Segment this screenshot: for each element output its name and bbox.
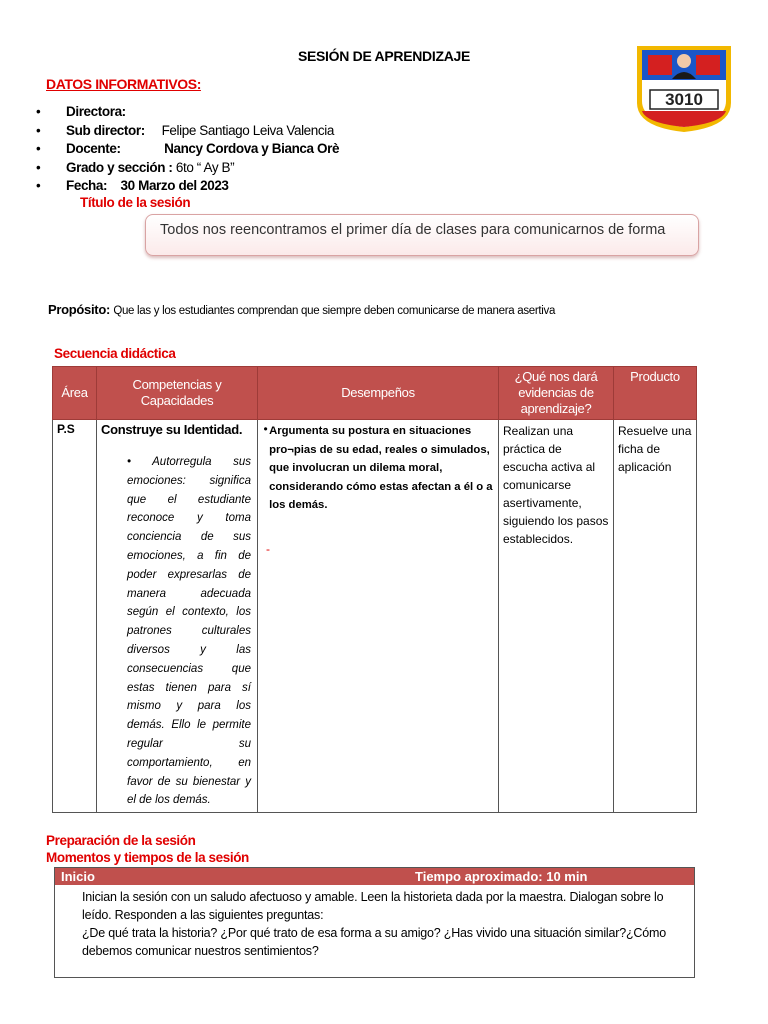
cell-desempenos [258,420,499,813]
info-label: Docente: [66,141,121,156]
page-title: SESIÓN DE APRENDIZAJE [297,48,471,64]
info-label: Grado y sección : [66,159,173,175]
cell-evidencias [499,420,614,813]
header-area: Área [53,367,97,420]
titulo-sesion-label: Título de la sesión [80,195,191,210]
inicio-tiempo: Tiempo aproximado: 10 min [415,869,588,884]
inicio-box [54,867,695,978]
preparacion-label: Preparación de la sesión [46,833,196,848]
header-evidencias: ¿Qué nos dará evidencias de aprendizaje? [499,367,614,420]
inicio-body [82,888,686,960]
datos-informativos-heading: DATOS INFORMATIVOS: [46,76,201,92]
svg-text:3010: 3010 [665,90,703,109]
preparacion-heading [46,832,249,866]
desempeno-text: Argumenta su postura en situaciones pro¬pias de su edad, reales o simulados, que involucran un dilema moral, considerando cómo estas afectan a él o a los demás. [269,425,493,511]
header-desempenos: Desempeños [258,367,499,420]
info-item-fecha: • Fecha: 30 Marzo del 2023 [36,178,229,193]
competencia-description: • Autorregula sus emociones: significa que el estudiante reconoce y toma conciencia de sus emociones, a fin de poder expresarlas de manera adecuada según el contexto, los patrones culturales diversos y las consecuencias que estas tienen para sí mismo y para los demás. Ello le permite regular su comportamiento, en favor de su bienestar y el de los demás. [127,456,251,807]
desempeno-bullet: • [263,422,268,436]
proposito-text: Que las y los estudiantes comprendan que siempre deben comunicarse de manera asertiva [113,305,556,317]
info-item-grado: • Grado y sección : 6to “ Ay B” [36,159,235,175]
inicio-header [55,868,694,885]
info-list [36,103,339,196]
info-item-docente: • Docente: Nancy Cordova y Bianca Orè [36,141,340,156]
info-value: 6to “ Ay B” [175,159,235,175]
competencia-title: Construye su Identidad. [101,422,243,437]
school-crest-icon [634,43,734,134]
info-item-subdirector: • Sub director: Felipe Santiago Leiva Valencia [36,122,334,138]
inicio-text-2: ¿De qué trata la historia? ¿Por qué trato de esa forma a su amigo? ¿Has vivido una situación similar?¿Cómo debemos comunicar nuestros sentimientos? [82,926,666,958]
proposito [48,302,555,317]
school-logo [634,43,734,134]
red-mark: - [266,542,270,556]
evidencia-text: Realizan una práctica de escucha activa al comunicarse asertivamente, siguiendo los pasos establecidos. [503,424,609,546]
info-item-directora: • Directora: [36,104,126,119]
cell-producto [614,420,697,813]
secuencia-table [52,366,697,813]
secuencia-didactica-heading: Secuencia didáctica [54,346,176,361]
info-label: Directora: [66,104,126,119]
cell-area: P.S [53,420,97,813]
desempeno-item [262,422,494,515]
header-producto: Producto [614,367,697,420]
proposito-label: Propósito: [48,302,110,317]
cell-competencias [97,420,258,813]
titulo-sesion-box [145,214,699,256]
producto-text: Resuelve una ficha de aplicación [618,424,692,474]
inicio-label: Inicio [61,869,95,884]
header-competencias: Competencias y Capacidades [97,367,258,420]
info-value: Felipe Santiago Leiva Valencia [161,122,334,138]
info-label: Sub director: [66,122,145,138]
info-value: Nancy Cordova y Bianca Orè [164,141,340,156]
info-label: Fecha: [66,178,108,193]
info-value: 30 Marzo del 2023 [120,178,229,193]
momentos-label: Momentos y tiempos de la sesión [46,850,249,865]
inicio-text-1: Inician la sesión con un saludo afectuoso y amable. Leen la historieta dada por la maestra. Dialogan sobre lo leído. Responden a las siguientes preguntas: [82,890,664,922]
titulo-sesion-text: Todos nos reencontramos el primer día de clases para comunicarnos de forma [160,222,666,238]
